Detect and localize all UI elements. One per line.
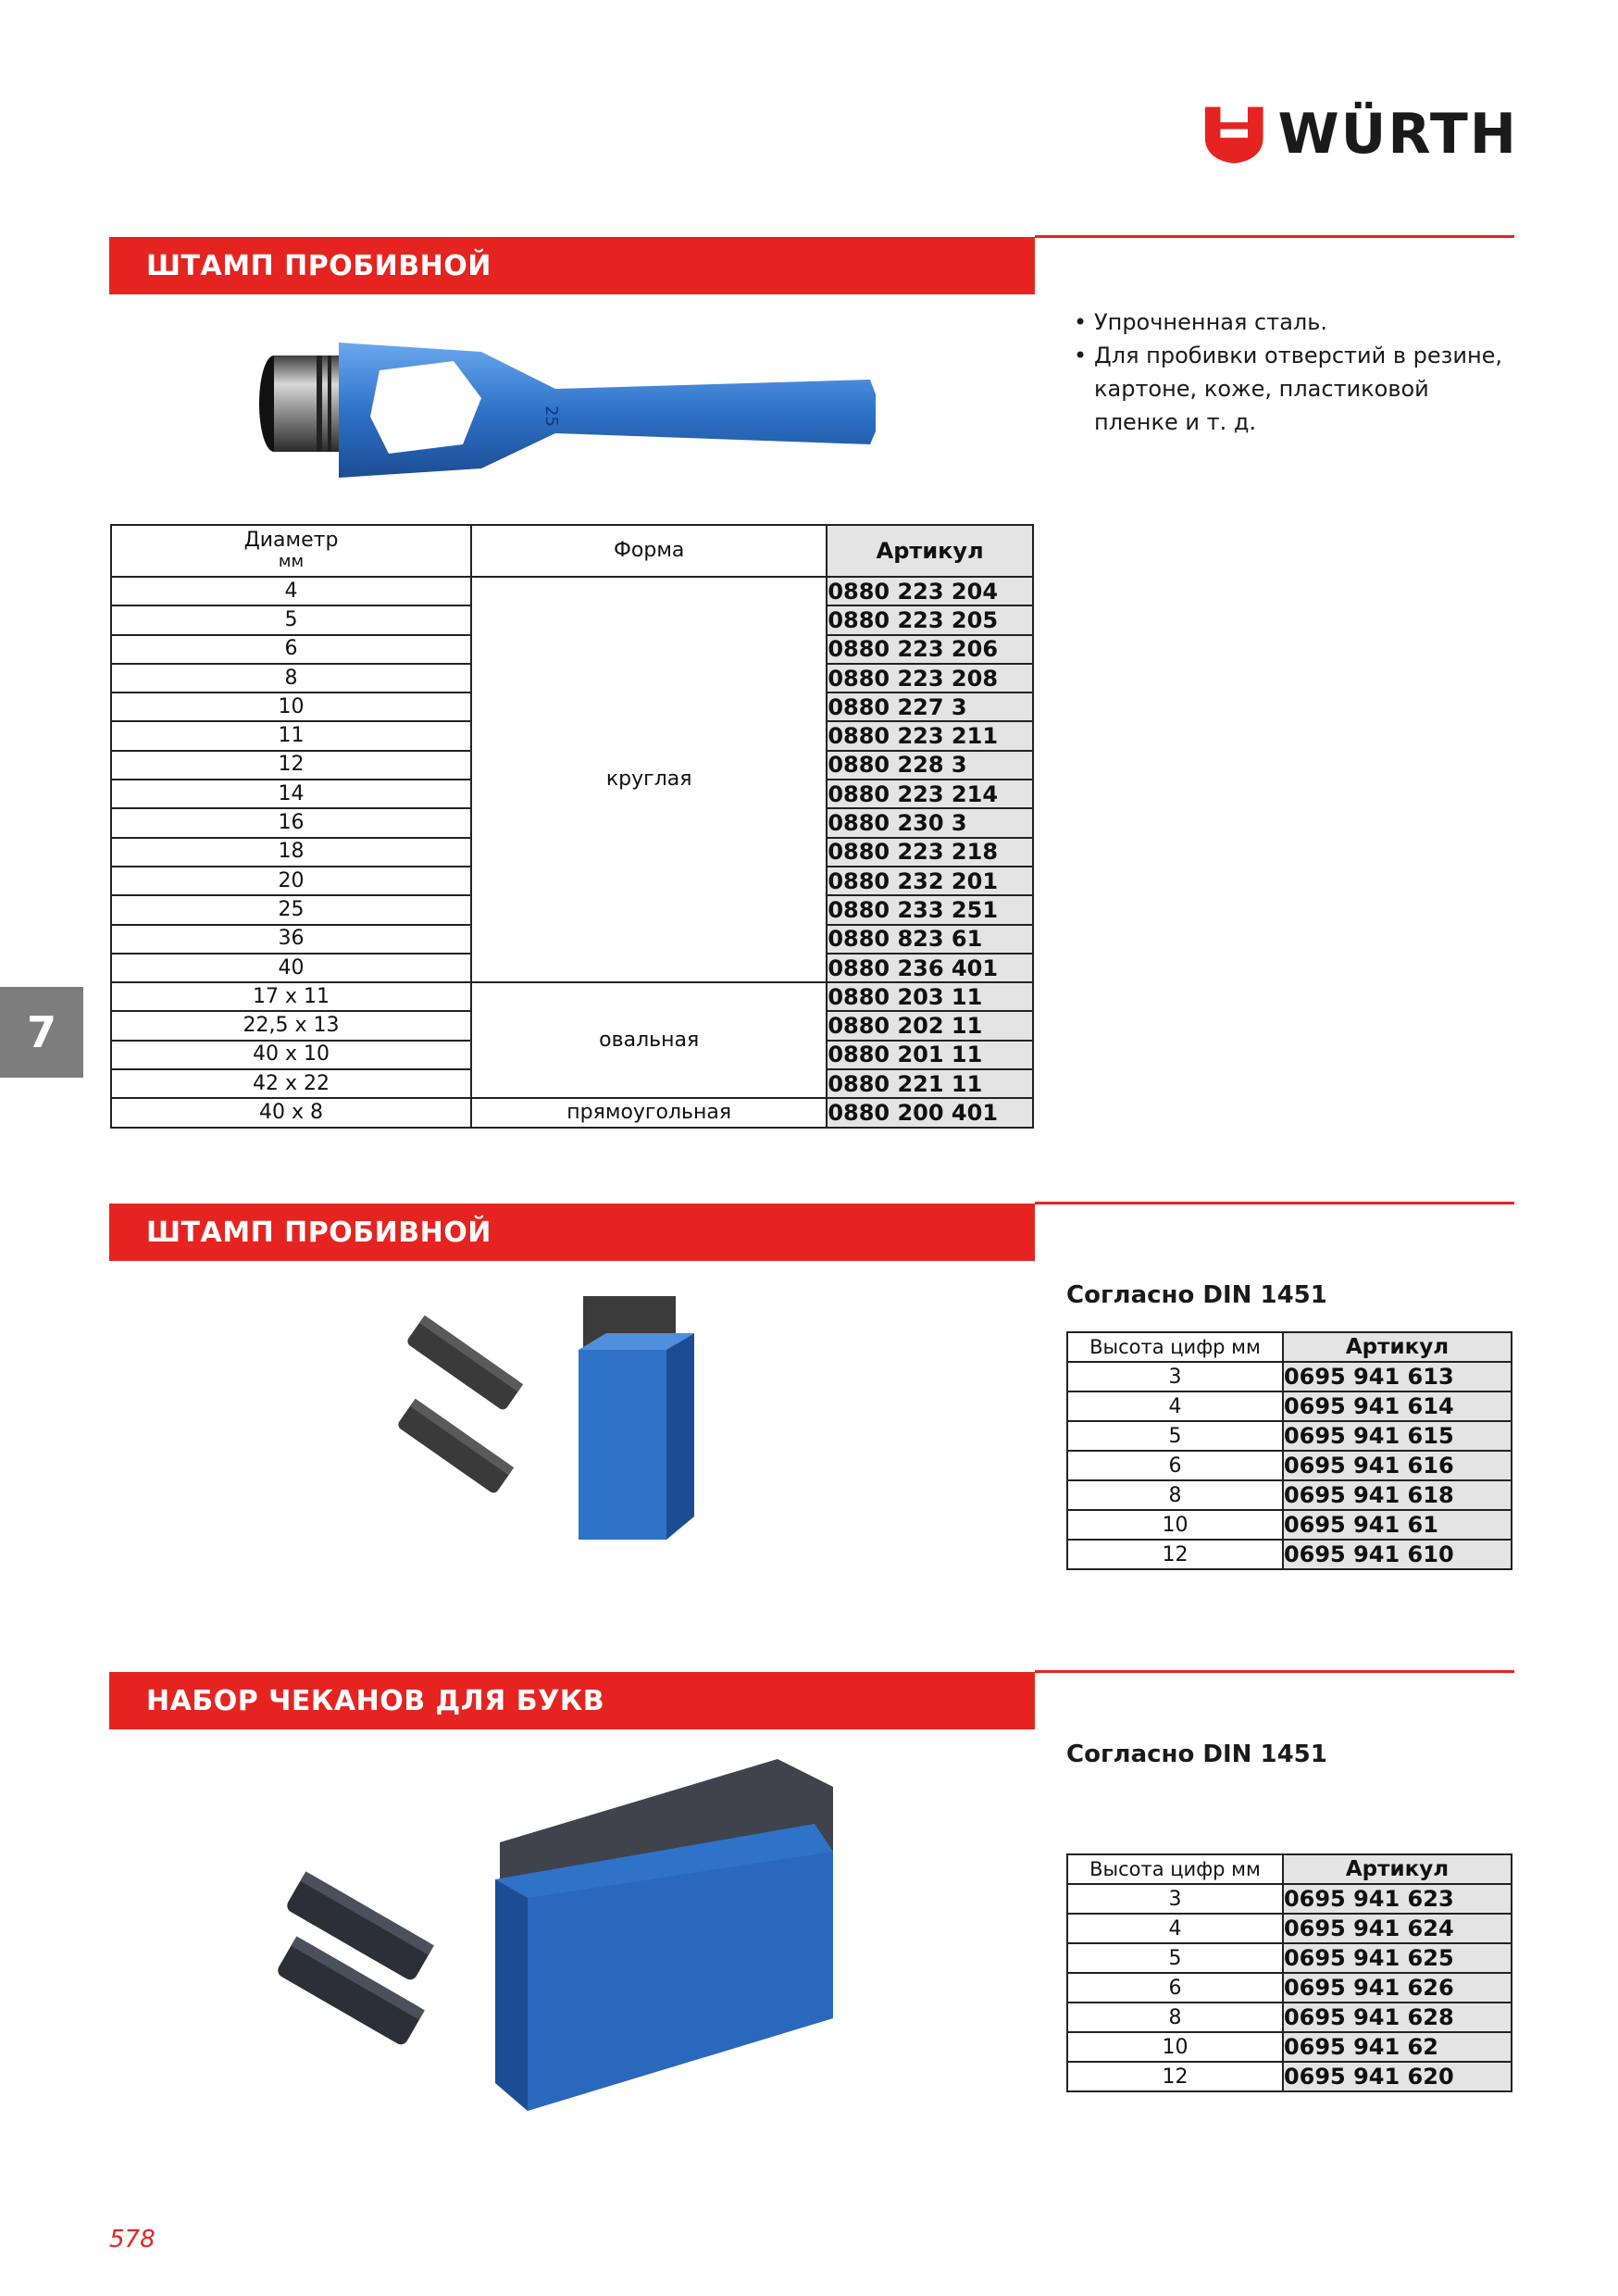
feature-item: • Упрочненная сталь. bbox=[1074, 306, 1518, 339]
table-row bbox=[1067, 1391, 1512, 1421]
diameter-cell: 6 bbox=[111, 635, 471, 664]
chapter-tab: 7 bbox=[0, 987, 83, 1078]
table-row bbox=[1067, 1451, 1512, 1480]
section-2-standard: Согласно DIN 1451 bbox=[1066, 1281, 1327, 1309]
feature-item: • Для пробивки отверстий в резине, картоне, коже, пластиковой пленке и т. д. bbox=[1074, 339, 1518, 439]
diameter-cell: 40 bbox=[111, 954, 471, 982]
section-2-header bbox=[109, 1204, 1035, 1261]
height-cell: 6 bbox=[1067, 1451, 1283, 1480]
diameter-cell: 18 bbox=[111, 838, 471, 867]
article-cell: 0880 202 11 bbox=[827, 1011, 1033, 1040]
height-cell: 8 bbox=[1067, 1480, 1283, 1510]
article-cell: 0880 201 11 bbox=[827, 1041, 1033, 1069]
article-cell: 0880 823 61 bbox=[827, 925, 1033, 954]
svg-text:25: 25 bbox=[541, 406, 561, 427]
article-cell: 0880 223 211 bbox=[827, 721, 1033, 750]
header-article: Артикул bbox=[1283, 1332, 1512, 1362]
article-cell: 0695 941 618 bbox=[1283, 1480, 1512, 1510]
hole-punch-image bbox=[250, 306, 889, 500]
table-row bbox=[1067, 1480, 1512, 1510]
article-cell: 0695 941 616 bbox=[1283, 1451, 1512, 1480]
letter-punch-set-image bbox=[259, 1741, 852, 2111]
height-cell: 5 bbox=[1067, 1943, 1283, 1973]
article-cell: 0695 941 61 bbox=[1283, 1510, 1512, 1540]
header-article: Артикул bbox=[827, 525, 1033, 577]
number-punch-set-image bbox=[389, 1278, 759, 1555]
diameter-cell: 36 bbox=[111, 925, 471, 954]
table-row bbox=[1067, 2062, 1512, 2091]
diameter-cell: 22,5 x 13 bbox=[111, 1011, 471, 1040]
height-cell: 8 bbox=[1067, 2003, 1283, 2032]
wurth-logo-icon bbox=[1203, 101, 1264, 168]
brand-name: WÜRTH bbox=[1277, 102, 1518, 167]
article-cell: 0880 227 3 bbox=[827, 693, 1033, 721]
diameter-cell: 12 bbox=[111, 751, 471, 780]
section-3-header bbox=[109, 1672, 1035, 1729]
section-1-features bbox=[1074, 306, 1518, 439]
table-row bbox=[111, 577, 1033, 605]
diameter-cell: 8 bbox=[111, 664, 471, 693]
section-1-header bbox=[109, 237, 1035, 294]
article-cell: 0880 230 3 bbox=[827, 808, 1033, 837]
article-cell: 0880 232 201 bbox=[827, 867, 1033, 895]
diameter-cell: 10 bbox=[111, 693, 471, 721]
height-cell: 4 bbox=[1067, 1914, 1283, 1943]
number-punch-table bbox=[1066, 1331, 1512, 1570]
table-row bbox=[111, 982, 1033, 1011]
article-cell: 0695 941 62 bbox=[1283, 2032, 1512, 2062]
height-cell: 12 bbox=[1067, 1540, 1283, 1569]
wurth-logo bbox=[1203, 97, 1518, 171]
diameter-cell: 4 bbox=[111, 577, 471, 605]
article-cell: 0695 941 625 bbox=[1283, 1943, 1512, 1973]
height-cell: 10 bbox=[1067, 1510, 1283, 1540]
table-row bbox=[1067, 1540, 1512, 1569]
article-cell: 0695 941 610 bbox=[1283, 1540, 1512, 1569]
section-2-rule bbox=[1035, 1202, 1514, 1204]
height-cell: 3 bbox=[1067, 1884, 1283, 1914]
section-1-title: ШТАМП ПРОБИВНОЙ bbox=[146, 249, 492, 282]
article-cell: 0695 941 626 bbox=[1283, 1973, 1512, 2003]
article-cell: 0880 223 218 bbox=[827, 838, 1033, 867]
header-diameter-unit: мм bbox=[278, 551, 305, 571]
height-cell: 6 bbox=[1067, 1973, 1283, 2003]
table-row bbox=[1067, 1943, 1512, 1973]
article-cell: 0880 221 11 bbox=[827, 1069, 1033, 1098]
table-row bbox=[1067, 1510, 1512, 1540]
article-cell: 0880 223 206 bbox=[827, 635, 1033, 664]
page-number: 578 bbox=[109, 2226, 156, 2253]
diameter-cell: 16 bbox=[111, 808, 471, 837]
article-cell: 0695 941 620 bbox=[1283, 2062, 1512, 2091]
diameter-cell: 42 x 22 bbox=[111, 1069, 471, 1098]
height-cell: 10 bbox=[1067, 2032, 1283, 2062]
header-article: Артикул bbox=[1283, 1854, 1512, 1884]
section-3-title: НАБОР ЧЕКАНОВ ДЛЯ БУКВ bbox=[146, 1684, 605, 1717]
diameter-cell: 40 x 10 bbox=[111, 1041, 471, 1069]
article-cell: 0695 941 624 bbox=[1283, 1914, 1512, 1943]
article-cell: 0880 233 251 bbox=[827, 895, 1033, 924]
diameter-cell: 20 bbox=[111, 867, 471, 895]
header-diameter bbox=[111, 525, 471, 577]
hole-punch-table bbox=[110, 524, 1034, 1129]
article-cell: 0695 941 614 bbox=[1283, 1391, 1512, 1421]
article-cell: 0880 223 204 bbox=[827, 577, 1033, 605]
article-cell: 0880 236 401 bbox=[827, 954, 1033, 982]
header-height: Высота цифр мм bbox=[1067, 1854, 1283, 1884]
table-row bbox=[1067, 1973, 1512, 2003]
article-cell: 0695 941 613 bbox=[1283, 1362, 1512, 1391]
height-cell: 5 bbox=[1067, 1421, 1283, 1451]
article-cell: 0695 941 615 bbox=[1283, 1421, 1512, 1451]
article-cell: 0880 203 11 bbox=[827, 982, 1033, 1011]
article-cell: 0880 223 208 bbox=[827, 664, 1033, 693]
height-cell: 12 bbox=[1067, 2062, 1283, 2091]
article-cell: 0880 223 205 bbox=[827, 605, 1033, 634]
form-cell: прямоугольная bbox=[471, 1098, 827, 1127]
table-row bbox=[1067, 1914, 1512, 1943]
diameter-cell: 11 bbox=[111, 721, 471, 750]
diameter-cell: 5 bbox=[111, 605, 471, 634]
table-row bbox=[1067, 2003, 1512, 2032]
header-diameter-label: Диаметр bbox=[243, 528, 339, 552]
form-cell: овальная bbox=[471, 982, 827, 1098]
height-cell: 4 bbox=[1067, 1391, 1283, 1421]
section-3-rule bbox=[1035, 1670, 1514, 1673]
section-3-standard: Согласно DIN 1451 bbox=[1066, 1741, 1327, 1768]
section-1-rule bbox=[1035, 235, 1514, 238]
diameter-cell: 40 x 8 bbox=[111, 1098, 471, 1127]
diameter-cell: 17 x 11 bbox=[111, 982, 471, 1011]
form-cell: круглая bbox=[471, 577, 827, 982]
article-cell: 0880 223 214 bbox=[827, 780, 1033, 808]
header-height: Высота цифр мм bbox=[1067, 1332, 1283, 1362]
diameter-cell: 25 bbox=[111, 895, 471, 924]
letter-punch-table bbox=[1066, 1853, 1512, 2092]
section-2-title: ШТАМП ПРОБИВНОЙ bbox=[146, 1216, 492, 1249]
article-cell: 0695 941 628 bbox=[1283, 2003, 1512, 2032]
table-row bbox=[1067, 1884, 1512, 1914]
header-form: Форма bbox=[471, 525, 827, 577]
height-cell: 3 bbox=[1067, 1362, 1283, 1391]
table-row bbox=[1067, 1421, 1512, 1451]
table-row bbox=[111, 1098, 1033, 1127]
article-cell: 0880 228 3 bbox=[827, 751, 1033, 780]
table-row bbox=[1067, 1362, 1512, 1391]
article-cell: 0880 200 401 bbox=[827, 1098, 1033, 1127]
diameter-cell: 14 bbox=[111, 780, 471, 808]
article-cell: 0695 941 623 bbox=[1283, 1884, 1512, 1914]
table-row bbox=[1067, 2032, 1512, 2062]
